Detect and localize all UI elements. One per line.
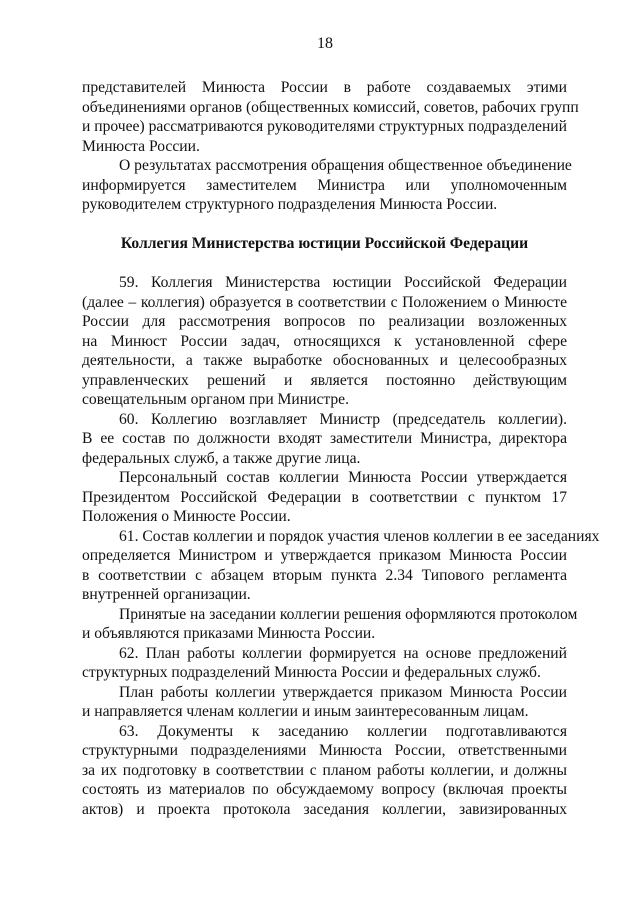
text-line: состоять из материалов по обсуждаемому вопросу (включая проекты: [82, 781, 567, 798]
text-line: 62. План работы коллегии формируется на основе предложений: [119, 644, 567, 662]
text-line: и объявляются приказами Минюста России.: [82, 625, 376, 642]
text-line: Минюста России.: [82, 137, 200, 155]
paragraph: [82, 605, 578, 644]
text-line: и направляется членам коллегии и иным заинтересованным лицам.: [82, 703, 529, 720]
text-line: План работы коллегии утверждается приказом Минюста России: [119, 683, 567, 701]
spacer: [82, 254, 567, 274]
text-line: совещательным органом при Министре.: [82, 391, 350, 408]
text-line: Принятые на заседании коллегии решения оформляются протоколом: [119, 605, 578, 623]
text-line: внутренней организации.: [82, 586, 251, 603]
spacer: [82, 215, 567, 235]
paragraph: [82, 273, 567, 410]
paragraph: [82, 722, 567, 820]
text-line: объединениями органов (общественных комиссий, советов, рабочих групп: [82, 98, 579, 116]
text-line: (далее – коллегия) образуется в соответствии с Положением о Минюсте: [82, 293, 567, 311]
paragraph: [82, 644, 567, 683]
text-line: Персональный состав коллегии Минюста России утверждается: [119, 469, 567, 486]
text-line: структурных подразделений Минюста России и федеральных служб.: [82, 664, 541, 681]
text-line: управленческих решений и является постоянно действующим: [82, 371, 567, 389]
paragraph: [82, 527, 600, 605]
text-line: актов) и проекта протокола заседания коллегии, завизированных: [82, 800, 567, 818]
text-line: на Минюст России задач, относящихся к установленной сфере: [82, 332, 567, 350]
text-line: руководителем структурного подразделения Минюста России.: [82, 196, 498, 213]
text-line: определяется Министром и утверждается приказом Минюста России: [82, 547, 567, 564]
text-line: представителей Минюста России в работе создаваемых этими: [82, 79, 567, 96]
text-line: Президентом Российской Федерации в соответствии с пунктом 17: [82, 488, 567, 506]
text-line: Положения о Минюсте России.: [82, 508, 291, 525]
text-line: 61. Состав коллегии и порядок участия членов коллегии в ее заседаниях: [119, 527, 600, 545]
text-line: 59. Коллегия Министерства юстиции Российской Федерации: [119, 274, 567, 291]
text-line: деятельности, а также выработке обоснованных и целесообразных: [82, 352, 567, 369]
text-line: федеральных служб, а также другие лица.: [82, 449, 361, 467]
text-line: в соответствии с абзацем вторым пункта 2.34 Типового регламента: [82, 566, 567, 584]
paragraph: [82, 78, 579, 156]
document-body: [82, 78, 600, 819]
paragraph: [82, 410, 567, 469]
text-line: 60. Коллегию возглавляет Министр (председатель коллегии).: [119, 410, 567, 428]
text-line: структурными подразделениями Минюста России, ответственными: [82, 742, 567, 759]
text-line: 63. Документы к заседанию коллегии подготавливаются: [119, 722, 567, 740]
paragraph: [82, 156, 572, 215]
text-line: О результатах рассмотрения обращения общественное объединение: [119, 157, 572, 174]
intro-section: [82, 78, 579, 215]
page-number: 18: [317, 35, 333, 52]
text-line: за их подготовку в соответствии с планом работы коллегии, и должны: [82, 761, 567, 779]
text-line: России для рассмотрения вопросов по реализации возложенных: [82, 313, 567, 330]
text-line: и прочее) рассматриваются руководителями структурных подразделений: [82, 118, 567, 135]
text-line: В ее состав по должности входят заместители Министра, директора: [82, 430, 567, 447]
collegium-section: [82, 273, 600, 819]
paragraph: [82, 683, 567, 722]
section-heading: Коллегия Министерства юстиции Российской Федерации: [120, 235, 529, 252]
paragraph: [82, 468, 567, 527]
text-line: информируется заместителем Министра или уполномоченным: [82, 176, 567, 194]
